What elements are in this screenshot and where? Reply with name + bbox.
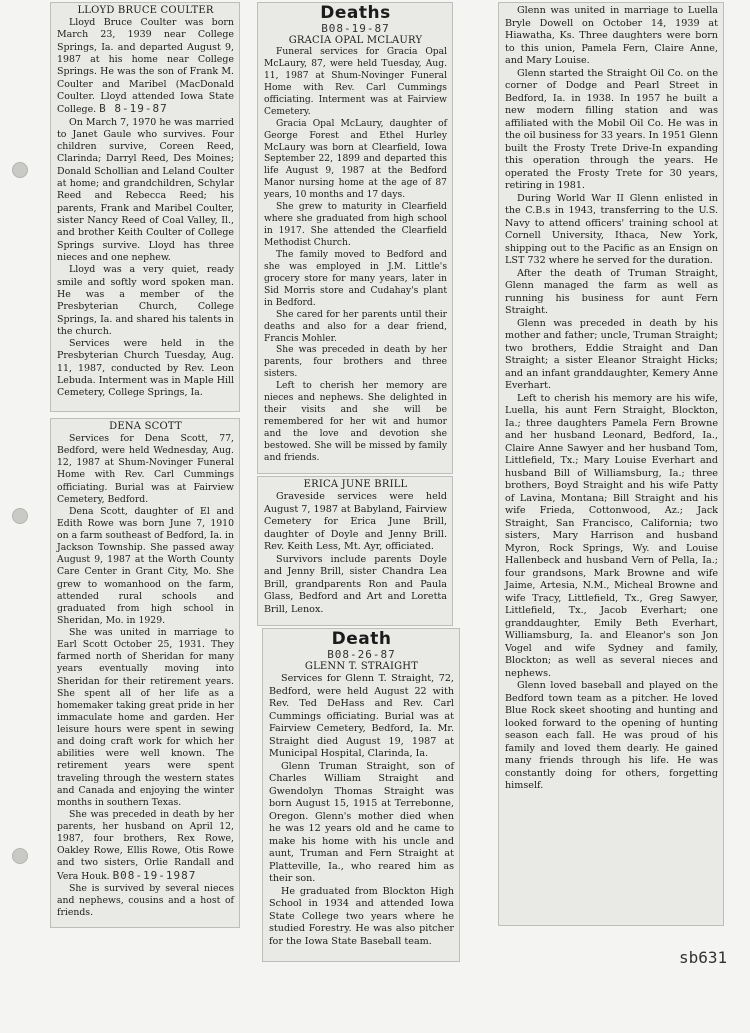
obituary-straight bbox=[262, 628, 460, 962]
obituary-paragraph: Glenn was preceded in death by his mother and father; uncle, Truman Straight; two brothers, Eddie Straight and Dan Straight; a sister Eleanor Straight Hicks; and an infant granddaughter, Kemery Anne Everhart. bbox=[505, 317, 718, 391]
obituary-paragraph: She was preceded in death by her parents, four brothers and three sisters. bbox=[264, 345, 447, 380]
obituary-paragraph: She was preceded in death by her parents, her husband on April 12, 1987, four brothers, Rex Rowe, Oakley Rowe, Ellis Rowe, Otis Rowe and two sisters, Orlie Randall and Vera Houk. B08-19-1987 bbox=[57, 808, 234, 882]
obituary-paragraph: Left to cherish his memory are his wife, Luella, his aunt Fern Straight, Blockton, Ia.; three daughters Pamela Fern Browne and her husband Leonard, Bedford, Ia., Claire Anne Sawyer and her husband Tom, Littlefield, Tx.; Mary Louise Everhart and husband Bill of Williamsburg, Ia.; three brothers, Boyd Straight and his wife Patty of Lavina, Montana; Bill Straight and his wife Frieda, Cottonwood, Az.; Jack Straight, San Francisco, California; two sisters, Mary Harrison and husband Myron, Rock Springs, Wy. and Louise Hallenbeck and husband Vern of Pella, Ia.; four grandsons, Mark Browne and wife Jaime, Artesia, N.M., Micheal Browne and wife Tracy, Littlefield, Tx., Greg Sawyer, Littlefield, Tx., Jacob Everhart; one granddaughter, Emily Beth Everhart, Williamsburg, Ia. and Eleanor's son Jon Vogel and wife Sydney and family, Blockton; as well as several nieces and nephews. bbox=[505, 392, 718, 679]
obituary-paragraph: Graveside services were held August 7, 1987 at Babyland, Fairview Cemetery for Erica June Brill, daughter of Doyle and Jenny Brill. Rev. Keith Less, Mt. Ayr, officiated. bbox=[264, 491, 447, 552]
handwritten-date: B 8-19-87 bbox=[99, 102, 168, 116]
obituary-paragraph: Lloyd was a very quiet, ready smile and softly word spoken man. He was a member of the Presbyterian Church, College Springs, Ia. and shared his talents in the church. bbox=[57, 264, 234, 337]
obituary-paragraph: Lloyd Bruce Coulter was born March 23, 1939 near College Springs, Ia. and departed August 9, 1987 at his home near College Springs. He was the son of Frank M. Coulter and Maribel (MacDonald Coulter. Lloyd attended Iowa State College. B 8-19-87 bbox=[57, 17, 234, 116]
obituary-paragraph: During World War II Glenn enlisted in the C.B.s in 1943, transferring to the U.S. Navy to attend officers' training school at Cornell University, Ithaca, New York, shipping out to the Pacific as an Ensign on LST 732 where he served for the duration. bbox=[505, 192, 718, 266]
obituary-scott bbox=[50, 418, 240, 928]
obituary-paragraph: Funeral services for Gracia Opal McLaury, 87, were held Tuesday, Aug. 11, 1987 at Shum-Novinger Funeral Home with Rev. Carl Cummings officiating. Interment was at Fairview Cemetery. bbox=[264, 47, 447, 117]
obituary-paragraph: Glenn started the Straight Oil Co. on the corner of Dodge and Pearl Street in Bedford, Ia. in 1938. In 1957 he built a new modern filling station and was affiliated with the Mobil Oil Co. He was in the oil business for 33 years. In 1951 Glenn built the Frosty Trete Drive-In expanding this operation through the years. He operated the Frosty Trete for 30 years, retiring in 1981. bbox=[505, 67, 718, 191]
obituary-brill bbox=[257, 476, 453, 626]
handwritten-date: B08-26-87 bbox=[327, 648, 396, 661]
obituary-title: DENA SCOTT bbox=[109, 421, 182, 432]
binder-hole bbox=[12, 508, 28, 524]
obituary-paragraph: He graduated from Blockton High School in 1934 and attended Iowa State College two years where he studied Forestry. He was also pitcher for the Iowa State Baseball team. bbox=[269, 885, 454, 947]
obituary-title: ERICA JUNE BRILL bbox=[303, 479, 408, 490]
obituary-coulter bbox=[50, 2, 240, 412]
page-tag: sb631 bbox=[679, 948, 728, 967]
obituary-title: GRACIA OPAL MCLAURY bbox=[288, 35, 423, 46]
obituary-paragraph: After the death of Truman Straight, Glenn managed the farm as well as running his business for aunt Fern Straight. bbox=[505, 267, 718, 316]
obituary-paragraph: She grew to maturity in Clearfield where she graduated from high school in 1917. She attended the Clearfield Methodist Church. bbox=[264, 202, 447, 248]
obituary-paragraph: Left to cherish her memory are nieces and nephews. She delighted in their visits and she will be remembered for her wit and humor and the love and devotion she bestowed. She will be missed by family and friends. bbox=[264, 381, 447, 463]
binder-hole bbox=[12, 848, 28, 864]
obituary-mclaury bbox=[257, 2, 453, 474]
obituary-paragraph: Glenn Truman Straight, son of Charles William Straight and Gwendolyn Thomas Straight was born August 15, 1915 at Terrebonne, Oregon. Glenn's mother died when he was 12 years old and he came to make his home with his uncle and aunt, Truman and Fern Straight at Platteville, Ia., who reared him as their son. bbox=[269, 760, 454, 884]
obituary-title: GLENN T. STRAIGHT bbox=[304, 661, 419, 672]
obituary-paragraph: Services were held in the Presbyterian Church Tuesday, Aug. 11, 1987, conducted by Rev. Leon Lebuda. Interment was in Maple Hill Cemetery, College Springs, Ia. bbox=[57, 338, 234, 399]
obituary-title: LLOYD BRUCE COULTER bbox=[77, 5, 214, 16]
obituary-paragraph: Glenn loved baseball and played on the Bedford town team as a pitcher. He loved Blue Rock skeet shooting and hunting and looked forward to the opening of hunting season each fall. He was proud of his family and loved them dearly. He gained many friends through his life. He was constantly doing for others, forgetting himself. bbox=[505, 680, 718, 791]
obituary-paragraph: Glenn was united in marriage to Luella Bryle Dowell on October 14, 1939 at Hiawatha, Ks. Three daughters were born to this union, Pamela Fern, Claire Anne, and Mary Louise. bbox=[505, 5, 718, 66]
handwritten-date: B08-19-87 bbox=[321, 22, 390, 35]
obituary-paragraph: Dena Scott, daughter of El and Edith Rowe was born June 7, 1910 on a farm southeast of Bedford, Ia. in Jackson Township. She passed away August 9, 1987 at the Worth County Care Center in Grant City, Mo. She grew to womanhood on the farm, attended rural schools and graduated from high school in Sheridan, Mo. in 1929. bbox=[57, 505, 234, 626]
handwritten-date: B08-19-1987 bbox=[112, 868, 197, 882]
obituary-paragraph: The family moved to Bedford and she was employed in J.M. Little's grocery store for many years, later in Sid Morris store and Cudahay's plant in Bedford. bbox=[264, 249, 447, 308]
obituary-paragraph: She cared for her parents until their deaths and also for a dear friend, Francis Mohler. bbox=[264, 309, 447, 344]
obituary-paragraph: Gracia Opal McLaury, daughter of George Forest and Ethel Hurley McLaury was born at Clearfield, Iowa September 22, 1899 and departed this life August 9, 1987 at the Bedford Manor nursing home at the age of 87 years, 10 months and 17 days. bbox=[264, 118, 447, 201]
obituary-paragraph: On March 7, 1970 he was married to Janet Gaule who survives. Four children survive, Coreen Reed, Clarinda; Darryl Reed, Des Moines; Donald Schollian and Leland Coulter at home; and grandchildren, Schylar Reed and Rebecca Reed; his parents, Frank and Maribel Coulter, sister Nancy Reed of Coal Valley, Il., and brother Keith Coulter of College Springs survive. Lloyd has three nieces and one nephew. bbox=[57, 116, 234, 263]
binder-hole bbox=[12, 162, 28, 178]
obituary-paragraph: Survivors include parents Doyle and Jenny Brill, sister Chandra Lea Brill, grandparents Ron and Paula Glass, Bedford and Art and Loretta Brill, Lenox. bbox=[264, 553, 447, 615]
obituary-paragraph: She was united in marriage to Earl Scott October 25, 1931. They farmed north of Sheridan for many years eventually moving into Sheridan for their retirement years. She spent all of her life as a homemaker taking great pride in her immaculate home and garden. Her leisure hours were spent in sewing and doing craft work for which her abilities were well known. The retirement years were spent traveling through the western states and Canada and enjoying the winter months in southern Texas. bbox=[57, 627, 234, 808]
section-header: Deaths bbox=[320, 3, 391, 23]
section-header: Death bbox=[331, 629, 392, 649]
obituary-paragraph: She is survived by several nieces and nephews, cousins and a host of friends. bbox=[57, 882, 234, 918]
obituary-paragraph: Services for Glenn T. Straight, 72, Bedford, were held August 22 with Rev. Ted DeHass and Rev. Carl Cummings officiating. Burial was at Fairview Cemetery, Bedford, Ia. Mr. Straight died August 19, 1987 at Municipal Hospital, Clarinda, Ia. bbox=[269, 673, 454, 759]
obituary-paragraph: Services for Dena Scott, 77, Bedford, were held Wednesday, Aug. 12, 1987 at Shum-Novinger Funeral Home with Rev. Carl Cummings officiating. Burial was at Fairview Cemetery, Bedford. bbox=[57, 433, 234, 505]
obituary-straight-continued bbox=[498, 2, 724, 926]
